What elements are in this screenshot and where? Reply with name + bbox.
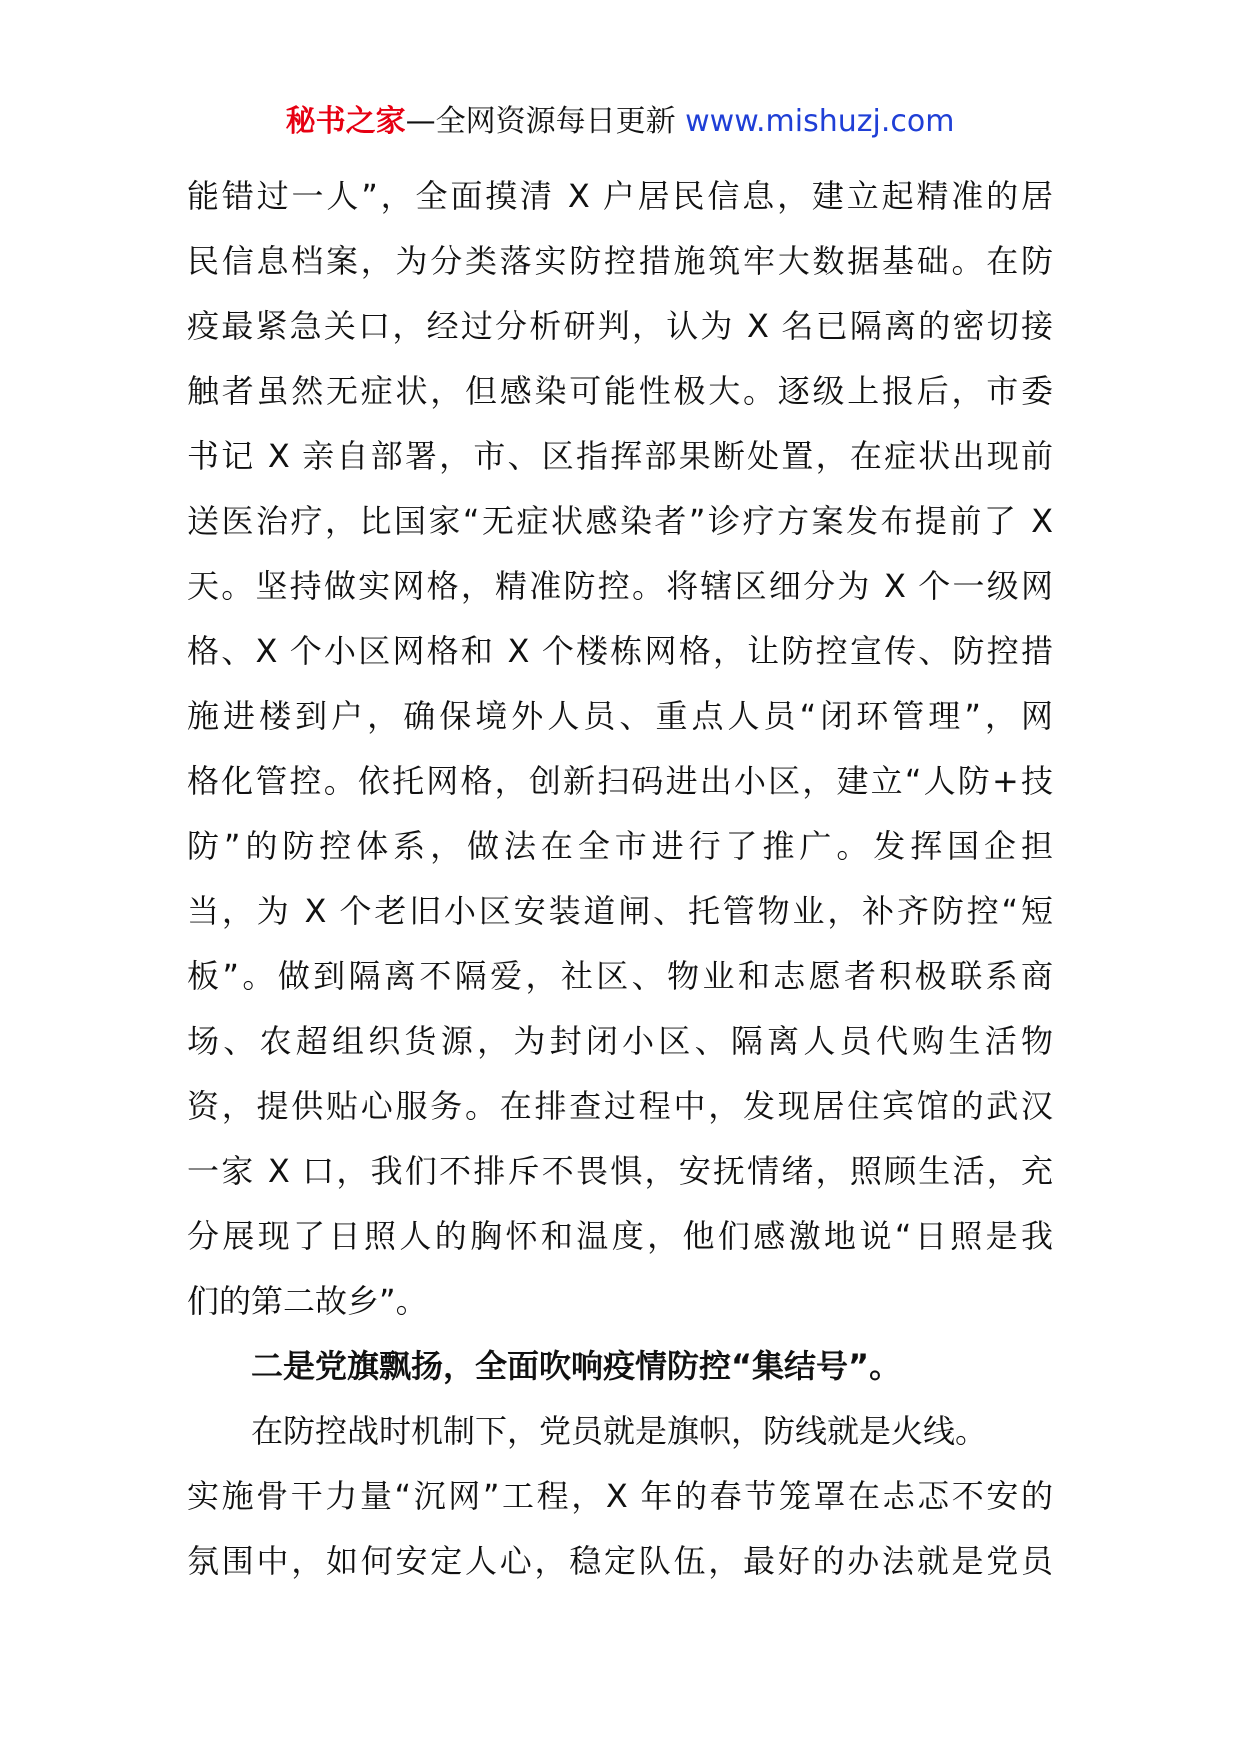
text-line: 板”。做到隔离不隔爱，社区、物业和志愿者积极联系商: [187, 957, 1053, 995]
site-tagline: —全网资源每日更新: [405, 104, 676, 139]
text-line: 疫最紧急关口，经过分析研判，认为 X 名已隔离的密切接: [187, 307, 1053, 345]
text-line: 触者虽然无症状，但感染可能性极大。逐级上报后，市委: [187, 372, 1053, 410]
text-line: 施进楼到户，确保境外人员、重点人员“闭环管理”，网: [187, 697, 1053, 735]
paragraph-end-line: 们的第二故乡”。: [187, 1282, 428, 1320]
paragraph-first-line: 在防控战时机制下，党员就是旗帜，防线就是火线。: [251, 1412, 988, 1450]
body-text: [187, 164, 1053, 1594]
text-line: 实施骨干力量“沉网”工程，X 年的春节笼罩在忐忑不安的: [187, 1477, 1053, 1515]
text-line: 氛围中，如何安定人心，稳定队伍，最好的办法就是党员: [187, 1542, 1053, 1580]
text-line: 民信息档案，为分类落实防控措施筑牢大数据基础。在防: [187, 242, 1053, 280]
text-line: 分展现了日照人的胸怀和温度，他们感激地说“日照是我: [187, 1217, 1053, 1255]
text-line: 送医治疗，比国家“无症状感染者”诊疗方案发布提前了 X: [187, 502, 1053, 540]
site-url: www.mishuzj.com: [685, 104, 955, 139]
text-line: 能错过一人”，全面摸清 X 户居民信息，建立起精准的居: [187, 177, 1053, 215]
page-header: [0, 100, 1240, 144]
text-line: 格、X 个小区网格和 X 个楼栋网格，让防控宣传、防控措: [187, 632, 1053, 670]
text-line: 书记 X 亲自部署，市、区指挥部果断处置，在症状出现前: [187, 437, 1053, 475]
text-line: 一家 X 口，我们不排斥不畏惧，安抚情绪，照顾生活，充: [187, 1152, 1053, 1190]
section-heading: 二是党旗飘扬，全面吹响疫情防控“集结号”。: [251, 1347, 902, 1385]
text-line: 场、农超组织货源，为封闭小区、隔离人员代购生活物: [187, 1022, 1053, 1060]
text-line: 当，为 X 个老旧小区安装道闸、托管物业，补齐防控“短: [187, 892, 1053, 930]
site-brand: 秘书之家: [285, 104, 406, 139]
text-line: 资，提供贴心服务。在排查过程中，发现居住宾馆的武汉: [187, 1087, 1053, 1125]
text-line: 天。坚持做实网格，精准防控。将辖区细分为 X 个一级网: [187, 567, 1053, 605]
text-line: 格化管控。依托网格，创新扫码进出小区，建立“人防+技: [187, 762, 1053, 800]
text-line: 防”的防控体系，做法在全市进行了推广。发挥国企担: [187, 827, 1053, 865]
